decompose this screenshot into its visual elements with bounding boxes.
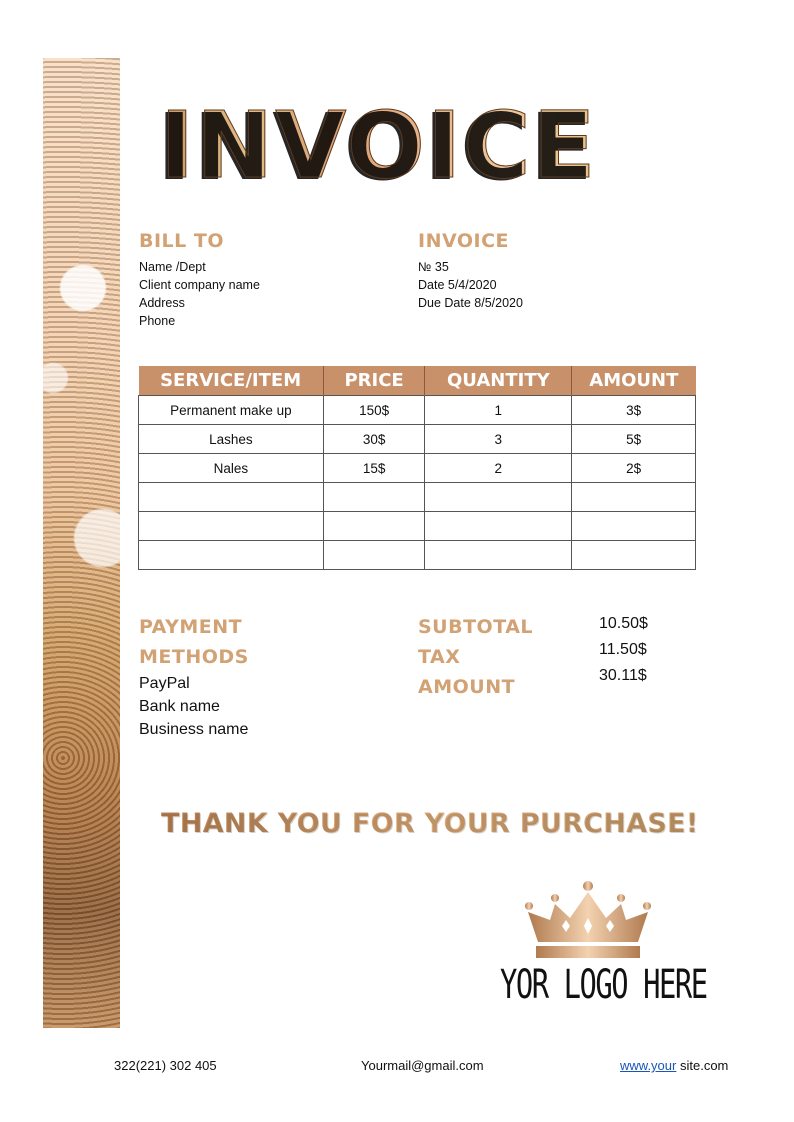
cell-service (139, 483, 324, 512)
table-row (139, 512, 696, 541)
subtotal-label: SUBTOTAL (418, 616, 534, 638)
table-row (139, 396, 696, 425)
thank-you-message: THANK YOU FOR YOUR PURCHASE! (161, 808, 699, 839)
invoice-date: Date 5/4/2020 (418, 278, 497, 292)
items-table-header (139, 366, 696, 396)
column-header-price: PRICE (323, 366, 425, 396)
bill-to-company: Client company name (139, 278, 260, 292)
cell-quantity: 1 (425, 396, 572, 425)
cell-quantity: 3 (425, 425, 572, 454)
website-link[interactable]: www.your (620, 1058, 677, 1073)
column-header-service: SERVICE/ITEM (139, 366, 324, 396)
column-header-quantity: QUANTITY (425, 366, 572, 396)
bill-to-name: Name /Dept (139, 260, 206, 274)
cell-amount (572, 512, 696, 541)
payment-heading-line2: METHODS (139, 646, 249, 668)
payment-heading-line1: PAYMENT (139, 616, 243, 638)
table-row (139, 541, 696, 570)
footer-website (620, 1058, 728, 1073)
cell-quantity: 2 (425, 454, 572, 483)
payment-heading (139, 612, 249, 672)
cell-quantity (425, 512, 572, 541)
payment-method-bank: Bank name (139, 698, 220, 715)
totals-values (599, 611, 648, 689)
cell-service: Permanent make up (139, 396, 324, 425)
amount-label: AMOUNT (418, 676, 516, 698)
cell-service: Nales (139, 454, 324, 483)
amount-value: 30.11$ (599, 667, 647, 684)
logo-text: YOR LOGO HERE (500, 962, 707, 1008)
subtotal-value: 10.50$ (599, 615, 648, 632)
cell-price (323, 483, 425, 512)
payment-method-business: Business name (139, 721, 249, 738)
footer-email: Yourmail@gmail.com (361, 1058, 484, 1073)
decorative-glitter-sidebar (43, 58, 120, 1028)
cell-price: 30$ (323, 425, 425, 454)
cell-service: Lashes (139, 425, 324, 454)
cell-price: 150$ (323, 396, 425, 425)
table-row (139, 425, 696, 454)
invoice-number: № 35 (418, 260, 449, 274)
totals-labels (418, 612, 533, 702)
cell-service (139, 541, 324, 570)
cell-amount (572, 483, 696, 512)
cell-amount: 5$ (572, 425, 696, 454)
cell-amount (572, 541, 696, 570)
invoice-due-date: Due Date 8/5/2020 (418, 296, 523, 310)
tax-value: 11.50$ (599, 641, 647, 658)
table-row (139, 483, 696, 512)
cell-service (139, 512, 324, 541)
cell-amount: 3$ (572, 396, 696, 425)
invoice-info-heading: INVOICE (418, 230, 509, 252)
cell-price (323, 541, 425, 570)
cell-quantity (425, 483, 572, 512)
cell-price (323, 512, 425, 541)
bill-to-phone: Phone (139, 314, 176, 328)
column-header-amount: AMOUNT (572, 366, 696, 396)
payment-method-paypal: PayPal (139, 675, 190, 692)
cell-price: 15$ (323, 454, 425, 483)
invoice-info-section (418, 230, 523, 312)
bill-to-heading: BILL TO (139, 230, 224, 252)
items-table (138, 366, 696, 570)
bill-to-address: Address (139, 296, 185, 310)
tax-label: TAX (418, 646, 461, 668)
payment-methods-section (139, 612, 249, 741)
cell-amount: 2$ (572, 454, 696, 483)
website-rest: site.com (676, 1058, 729, 1073)
invoice-title: INVOICE (160, 92, 598, 199)
footer-phone: 322(221) 302 405 (114, 1058, 217, 1073)
cell-quantity (425, 541, 572, 570)
table-row (139, 454, 696, 483)
bill-to-section (139, 230, 260, 330)
